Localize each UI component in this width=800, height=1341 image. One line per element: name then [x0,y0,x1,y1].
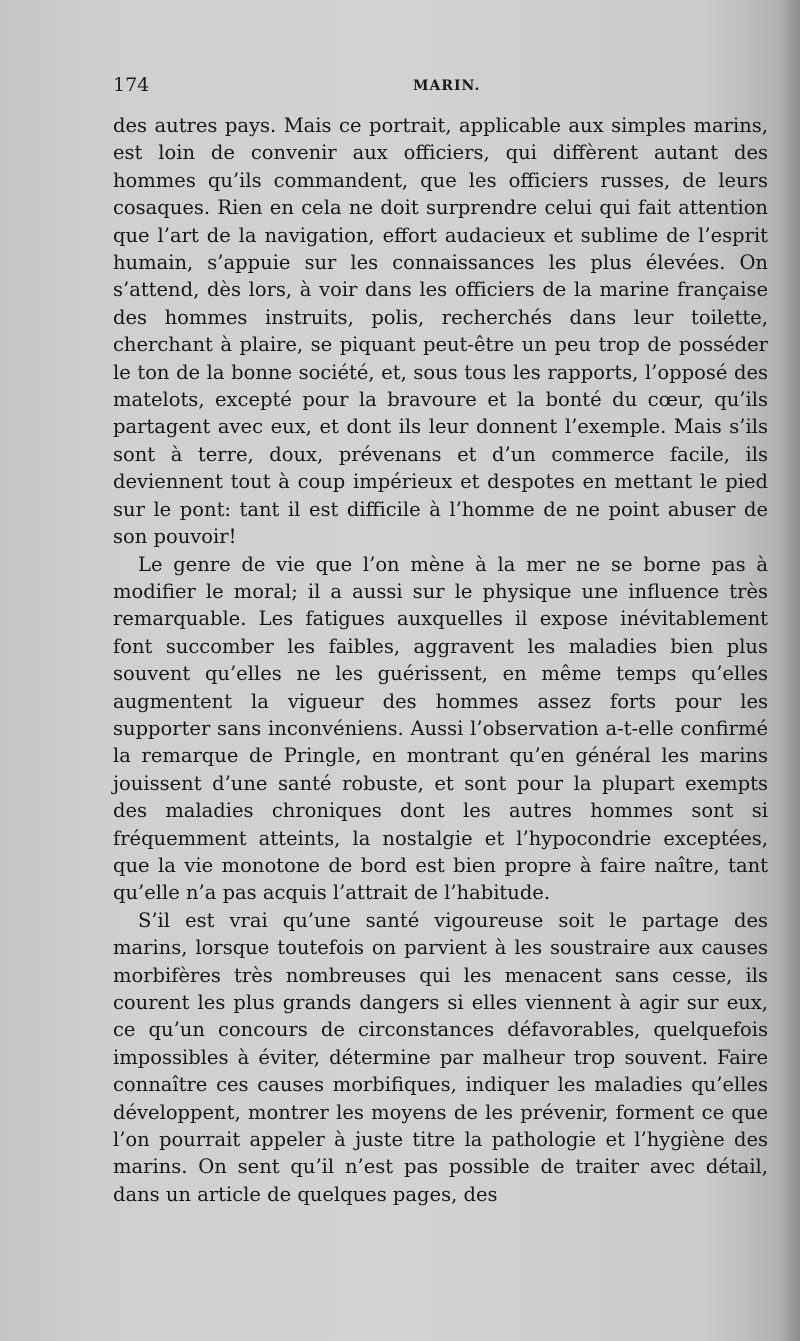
page-edge-shadow [782,0,800,1341]
body-text [113,112,768,1208]
paragraph-continuation: des autres pays. Mais ce portrait, applicable aux simples marins, est loin de convenir aux officiers, qui diffèrent autant des hommes qu’ils commandent, que les officiers russes, de leurs cosaques. Rien en cela ne doit surprendre celui qui fait attention que l’art de la navigation, effort audacieux et sublime de l’esprit humain, s’appuie sur les connaissances les plus élevées. On s’attend, dès lors, à voir dans les officiers de la marine française des hommes instruits, polis, recherchés dans leur toilette, cherchant à plaire, se piquant peut-être un peu trop de posséder le ton de la bonne société, et, sous tous les rapports, l’opposé des matelots, excepté pour la bravoure et la bonté du cœur, qu’ils partagent avec eux, et dont ils leur donnent l’exemple. Mais s’ils sont à terre, doux, prévenans et d’un commerce facile, ils deviennent tout à coup impérieux et despotes en mettant le pied sur le pont: tant il est difficile à l’homme de ne point abuser de son pouvoir! [113,114,768,549]
page-header [113,74,768,104]
paragraph-sante-vigoureuse: S’il est vrai qu’une santé vigoureuse soit le partage des marins, lorsque toutefois on parvient à les soustraire aux causes morbifères très nombreuses qui les menacent sans cesse, ils courent les plus grands dangers si elles viennent à agir sur eux, ce qu’un concours de circonstances défavorables, quelquefois impossibles à éviter, détermine par malheur trop souvent. Faire connaître ces causes morbifiques, indiquer les maladies qu’elles développent, montrer les moyens de les prévenir, forment ce que l’on pourrait appeler à juste titre la pathologie et l’hygiène des marins. On sent qu’il n’est pas possible de traiter avec détail, dans un article de quelques pages, des [113,908,768,1206]
paragraph-genre-de-vie: Le genre de vie que l’on mène à la mer ne se borne pas à modifier le moral; il a aussi sur le physique une influence très remarquable. Les fatigues auxquelles il expose inévitablement font succomber les faibles, aggravent les maladies bien plus souvent qu’elles ne les guérissent, en même temps qu’elles augmentent la vigueur des hommes assez forts pour les supporter sans inconvéniens. Aussi l’observation a-t-elle confirmé la remarque de Pringle, en montrant qu’en général les marins jouissent d’une santé robuste, et sont pour la plupart exempts des maladies chroniques dont les autres hommes sont si fréquemment atteints, la nostalgie et l’hypocondrie exceptées, que la vie monotone de bord est bien propre à faire naître, tant qu’elle n’a pas acquis l’attrait de l’habitude. [113,552,768,905]
running-head: MARIN. [413,78,481,94]
page-number: 174 [113,74,150,96]
